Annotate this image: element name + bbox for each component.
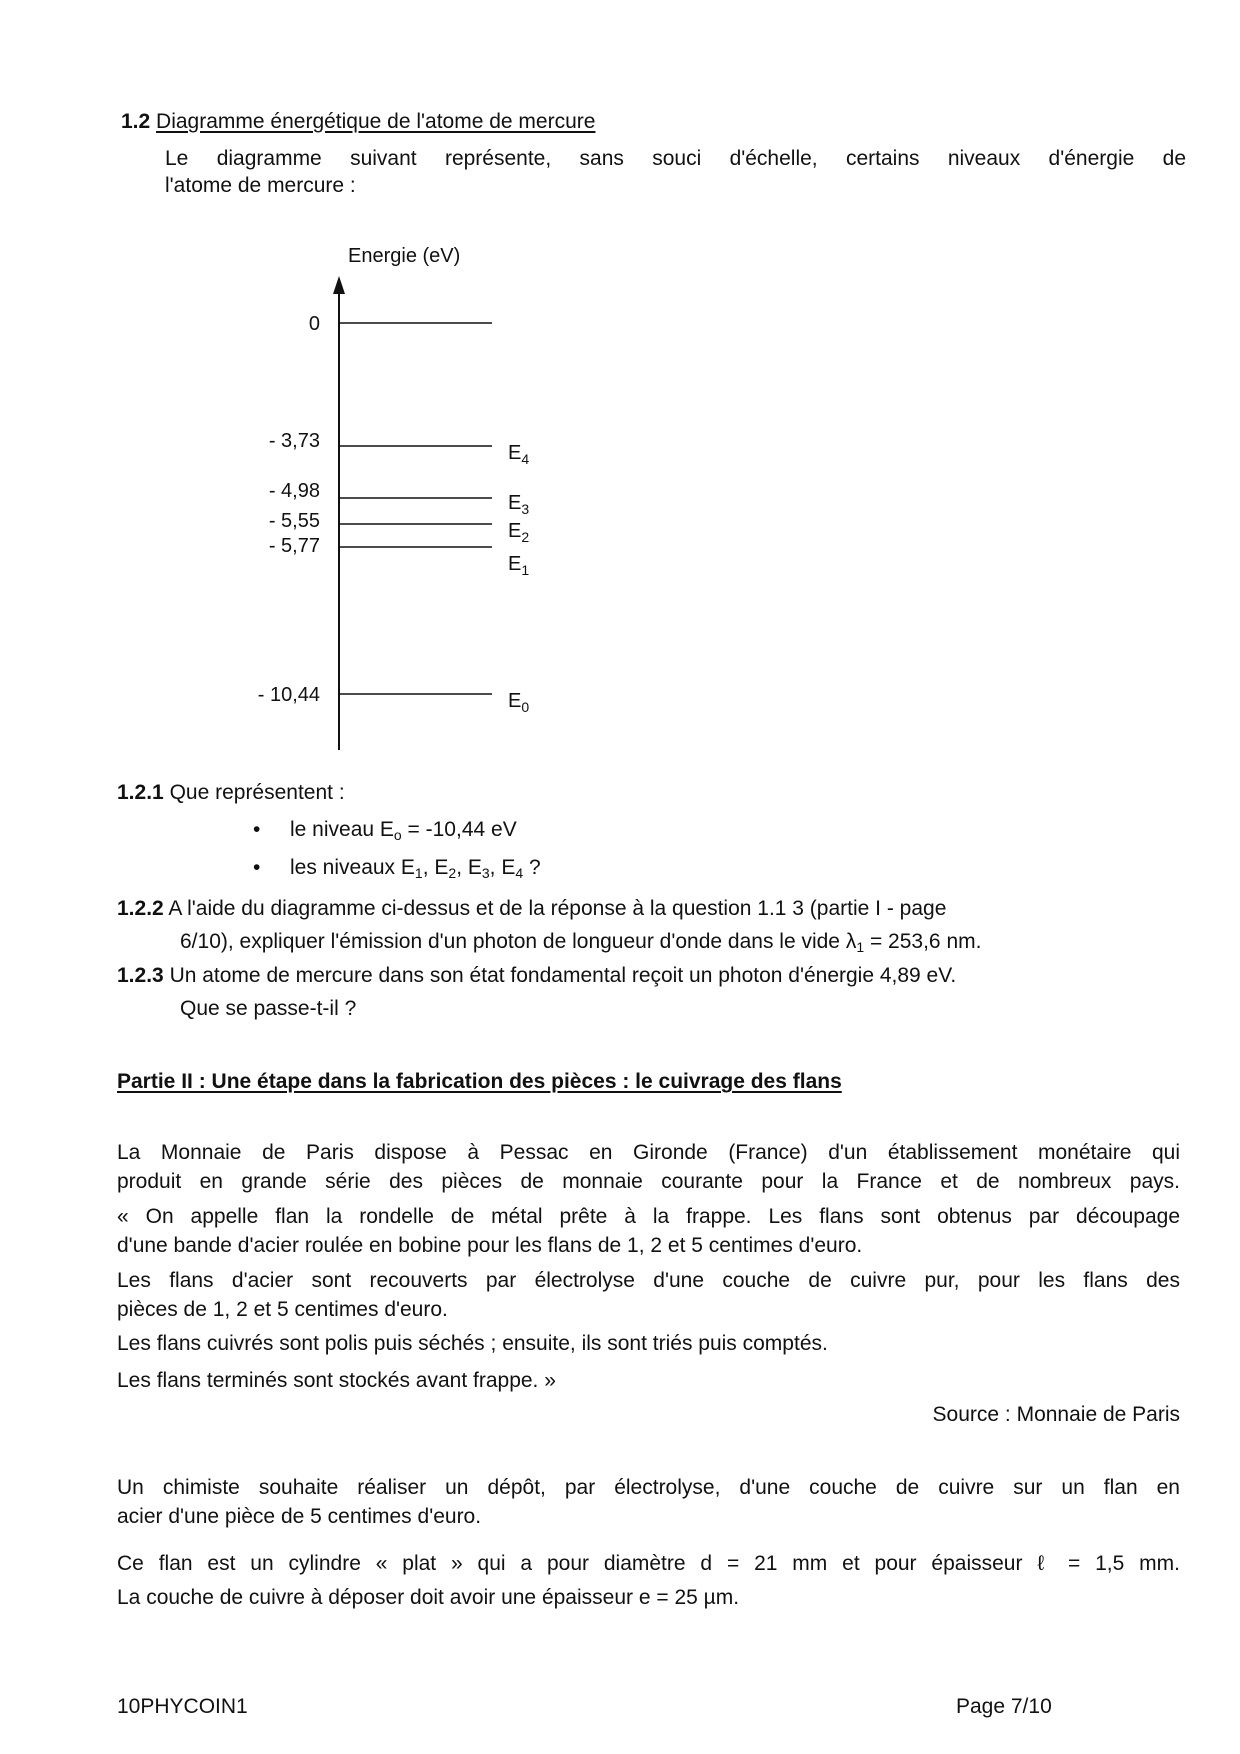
question-1-2-3-line-2: Que se passe-t-il ? [180,997,357,1020]
level-subscript: 2 [521,529,530,545]
bullet-text: , E [422,856,449,879]
paragraph-line: pièces de 1, 2 et 5 centimes d'euro. [117,1298,448,1321]
bullet-text: le niveau E [290,818,394,841]
subscript: 1 [856,939,865,955]
energy-level-name [508,442,529,467]
energy-level-name [508,520,529,545]
level-subscript: 4 [521,451,530,467]
bullet-text: ? [523,856,541,879]
chimiste-line-2: acier d'une pièce de 5 centimes d'euro. [117,1505,482,1528]
energy-level-name [508,492,529,517]
bullet-text: les niveaux E [290,856,415,879]
question-1-2-2 [117,896,946,922]
level-letter: E [508,492,522,514]
level-subscript: 3 [521,501,530,517]
bullet-text: = -10,44 eV [401,818,517,841]
chimiste-line-1: Un chimiste souhaite réaliser un dépôt, par électrolyse, d'une couche de cuivre sur un flan en [117,1476,1180,1499]
level-letter: E [508,553,522,575]
axis-label: Energie (eV) [348,245,461,267]
flan-line-1: Ce flan est un cylindre « plat » qui a pour diamètre d = 21 mm et pour épaisseur ℓ = 1,5 mm. [117,1552,1180,1575]
bullet-text: , E [489,856,516,879]
source-credit: Source : Monnaie de Paris [932,1403,1180,1426]
bullet-2 [290,855,541,881]
level-subscript: 1 [521,562,530,578]
energy-value-label: - 5,55 [268,510,320,532]
question-text: A l'aide du diagramme ci-dessus et de la réponse à la question 1.1 3 (partie I - page [168,897,947,920]
subscript: o [393,827,402,843]
intro-line-2: l'atome de mercure : [165,174,356,197]
question-1-2-1 [117,780,345,806]
question-1-2-2-line-2 [180,929,981,955]
flan-line-2: La couche de cuivre à déposer doit avoir une épaisseur e = 25 µm. [117,1586,740,1609]
paragraph-line: « On appelle flan la rondelle de métal prête à la frappe. Les flans sont obtenus par découpage [117,1205,1180,1228]
bullet-text: , E [456,856,482,879]
partie-title-text: Partie II : Une étape dans la fabrication des pièces : le cuivrage des flans [117,1070,842,1093]
footer-page-number: Page 7/10 [956,1695,1052,1718]
question-number: 1.2.1 [117,781,164,804]
energy-value-label: - 10,44 [257,684,320,706]
question-number: 1.2.2 [117,897,164,920]
bullet-1 [290,817,517,843]
bullet-dot: • [253,818,261,841]
question-text: 6/10), expliquer l'émission d'un photon de longueur d'onde dans le vide λ [180,930,857,953]
question-number: 1.2.3 [117,964,164,987]
subscript: 1 [414,865,423,881]
section-number: 1.2 [121,110,151,133]
energy-value-label: - 4,98 [268,480,320,502]
paragraph-line: La Monnaie de Paris dispose à Pessac en Gironde (France) d'un établissement monétaire qui [117,1141,1180,1164]
energy-value-label: - 5,77 [268,535,320,557]
energy-level-name [508,553,529,578]
paragraph-line: Les flans terminés sont stockés avant frappe. » [117,1369,556,1392]
question-text: = 253,6 nm. [864,930,982,953]
paragraph-line: Les flans d'acier sont recouverts par électrolyse d'une couche de cuivre pur, pour les flans des [117,1269,1180,1292]
question-text: Que représentent : [169,781,345,804]
level-letter: E [508,690,522,712]
energy-value-label: 0 [308,313,320,335]
axis-arrow-icon [333,276,345,294]
level-subscript: 0 [521,699,530,715]
subscript: 4 [515,865,524,881]
question-text: Un atome de mercure dans son état fondamental reçoit un photon d'énergie 4,89 eV. [169,964,957,987]
level-letter: E [508,520,522,542]
intro-line-1: Le diagramme suivant représente, sans souci d'échelle, certains niveaux d'énergie de [165,147,1186,170]
paragraph-line: d'une bande d'acier roulée en bobine pour les flans de 1, 2 et 5 centimes d'euro. [117,1234,863,1257]
energy-level-name [508,690,529,715]
paragraph-line: produit en grande série des pièces de monnaie courante pour la France et de nombreux pays. [117,1170,1180,1193]
question-1-2-3 [117,963,956,989]
paragraph-line: Les flans cuivrés sont polis puis séchés ; ensuite, ils sont triés puis comptés. [117,1332,828,1355]
bullet-dot: • [253,856,261,879]
footer-code: 10PHYCOIN1 [117,1695,248,1718]
partie-2-title [117,1069,842,1095]
subscript: 2 [448,865,457,881]
subscript: 3 [481,865,490,881]
section-title: Diagramme énergétique de l'atome de mercure [156,110,596,133]
energy-diagram [0,0,1240,780]
energy-value-label: - 3,73 [268,430,320,452]
level-letter: E [508,442,522,464]
